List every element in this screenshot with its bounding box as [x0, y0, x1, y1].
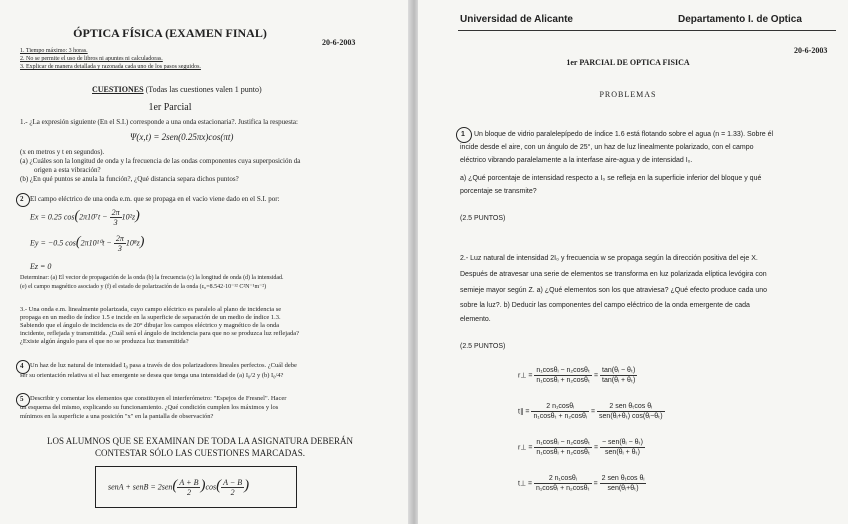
- fresnel-den-a: n₁cosθₜ + n₂cosθᵢ: [533, 413, 588, 420]
- instruction-3: 3. Explicar de manera detallada y razonada cada uno de los pasos seguidos.: [20, 64, 201, 70]
- ey-arg-b: 10⁸z: [125, 238, 140, 248]
- ex-label: Ex = 0.25 cos: [30, 212, 75, 222]
- p1-line-3: eléctrico vibrando paralelamente a la interfase aire-agua y de intensidad I₀.: [460, 157, 693, 164]
- parcial-subheader: 1er Parcial: [148, 102, 192, 113]
- p2-line-3: semieje mayor según Z. a) ¿Qué elementos son los que atraviesa? ¿Qué efecto produce cada uno: [460, 287, 768, 294]
- p1-line-1: Un bloque de vidrio paralelepípedo de índice 1.6 está flotando sobre el agua (n = 1.33). Sobre él: [474, 131, 774, 138]
- identity-a-den: 2: [186, 488, 191, 497]
- notice-line-1: LOS ALUMNOS QUE SE EXAMINAN DE TODA LA ASIGNATURA DEBERÁN: [47, 436, 353, 446]
- q1-formula: Ψ(x,t) = 2sen(0.25πx)cos(πt): [130, 132, 234, 142]
- fresnel-lhs: t∥ =: [518, 408, 530, 416]
- fresnel-num-a: 2 n₁cosθᵢ: [531, 402, 589, 412]
- left-page-title: ÓPTICA FÍSICA (EXAMEN FINAL): [73, 26, 267, 40]
- identity-b-den: 2: [230, 488, 235, 497]
- p1-line-2: incide desde el aire, con un ángulo de 25°, un haz de luz linealmente polarizado, con el campo: [460, 144, 754, 151]
- left-page-date: 20-6-2003: [322, 38, 356, 47]
- fresnel-op: =: [593, 444, 599, 452]
- header-rule: [458, 30, 836, 31]
- q3-line-4: incidente, reflejada y transmitida. ¿Cuál será el ángulo de incidencia para que no se produzca luz reflejada?: [20, 330, 300, 337]
- p2-line-5: elemento.: [460, 316, 491, 323]
- notice-line-2: CONTESTAR SÓLO LAS CUESTIONES MARCADAS.: [94, 448, 306, 458]
- q5-line-2: un esquema del mismo, explicando su funcionamiento. ¿Qué condición cumplen los máximos y los: [20, 404, 279, 411]
- ey-frac-den: 3: [117, 244, 122, 253]
- q1-text: 1.- ¿La expresión siguiente (En el S.I.) corresponde a una onda estacionaria?. Justifica la respuesta:: [20, 118, 298, 126]
- q5-line-3: mínimos en la superficie a una posición "x" en la pantalla de observación?: [20, 413, 214, 420]
- fresnel-op: =: [593, 480, 598, 488]
- section-note: (Todas las cuestiones valen 1 punto): [145, 85, 262, 94]
- fresnel-row-4: [518, 474, 646, 493]
- fresnel-lhs: r⊥ =: [518, 444, 533, 452]
- identity-lhs: senA + senB = 2sen: [108, 482, 173, 492]
- fresnel-row-2: [518, 402, 665, 421]
- fresnel-den-b: tan(θᵢ + θₜ): [602, 377, 636, 384]
- q1-note: (x en metros y t en segundos).: [20, 148, 105, 156]
- fresnel-op: =: [590, 408, 596, 416]
- p2-line-4: sobre la luz?. b) Deducir las componentes del campo eléctrico de la onda emergente de cada: [460, 302, 750, 309]
- q1-part-a-cont: origen a esta vibración?: [34, 166, 101, 174]
- q3-line-3: Sabiendo que el ángulo de incidencia es de 20° dibujar los campos eléctrico y magnético de la onda: [20, 322, 280, 329]
- fresnel-den-b: sen(θᵢ + θₜ): [605, 449, 640, 456]
- fresnel-num-b: − sen(θᵢ − θₜ): [602, 439, 643, 446]
- q3-line-1: 3.- Una onda e.m. linealmente polarizada, cuyo campo eléctrico es paralelo al plano de incidencia se: [20, 306, 282, 313]
- ey-frac-num: 2π: [115, 234, 124, 243]
- q2-determine-1: Determinar: (a) El vector de propagación de la onda (b) la frecuencia (c) la longitud de onda (d) la intensidad.: [20, 275, 284, 281]
- fresnel-lhs: r⊥ =: [518, 372, 533, 380]
- q5-number: 5: [20, 395, 24, 403]
- fresnel-row-1: [518, 366, 637, 385]
- fresnel-num-b: tan(θᵢ − θₜ): [602, 367, 636, 374]
- fresnel-op: =: [593, 372, 599, 380]
- ey-label: Ey = −0.5 cos: [30, 238, 76, 248]
- department-name: Departamento I. de Optica: [678, 14, 802, 25]
- q4-number: 4: [20, 362, 24, 370]
- ex-arg-b: 10²z: [121, 212, 136, 222]
- q5-line-1: Describir y comentar los elementos que constituyen el interferómetro: "Espejos de Fresnel". Hacer: [30, 395, 287, 402]
- university-name: Universidad de Alicante: [460, 14, 573, 25]
- fresnel-num-b: 2 sen θₜcos θᵢ: [601, 475, 645, 482]
- p1-line-5: porcentaje se transmite?: [460, 188, 537, 195]
- ex-arg-a: 2π10⁷t −: [79, 212, 110, 222]
- q1-part-b: (b) ¿En qué puntos se anula la función?, ¿Qué distancia separa dichos puntos?: [20, 175, 239, 183]
- ex-frac-den: 3: [113, 218, 118, 227]
- q2-ey-formula: Ey = −0.5 cos(2π10¹⁰t − $\frac{2\pi}{3}$ 10⁸z): [30, 234, 145, 253]
- instruction-2: 2. No se permite el uso de libros ni apuntes ni calculadoras.: [20, 56, 163, 62]
- p1-number: 1: [461, 131, 465, 138]
- q3-line-5: ¿Existe algún ángulo para el que no se produzca luz transmitida?: [20, 338, 189, 345]
- fresnel-lhs: t⊥ =: [518, 480, 533, 488]
- fresnel-den-a: n₁cosθᵢ + n₂cosθₜ: [536, 485, 590, 492]
- q2-text: El campo eléctrico de una onda e.m. que se propaga en el vacío viene dado en el S.I. por:: [30, 195, 280, 203]
- fresnel-num-a: n₁cosθᵢ − n₂cosθₜ: [536, 367, 591, 374]
- right-page: [418, 0, 848, 524]
- q2-number: 2: [20, 195, 24, 203]
- trig-identity: senA + senB = 2sen( $\frac{A + B}{2}$ )cos( $\frac{A - B}{2}$ ): [108, 477, 250, 497]
- q1-part-a: (a) ¿Cuáles son la longitud de onda y la frecuencia de las ondas componentes cuya superposición da: [20, 157, 301, 165]
- q3-line-2: propaga en un medio de índice 1.5 e incide en la superficie de separación de un medio de índice 1.3.: [20, 314, 281, 321]
- q4-line-2: ser su orientación relativa si el haz emergente se desea que tenga una intensidad de (a) I₀/2 y (b) I₀/4?: [20, 372, 284, 379]
- identity-a-num: A + B: [179, 478, 199, 487]
- p1-points: (2.5 PUNTOS): [460, 215, 506, 222]
- cuestiones-header: [92, 85, 262, 94]
- right-page-date: 20-6-2003: [794, 46, 828, 55]
- identity-b-num: A − B: [223, 478, 243, 487]
- ey-arg-a: 2π10¹⁰t −: [80, 238, 114, 248]
- q2-determine-2: (e) el campo magnético asociado y (f) el estado de polarización de la onda (ε₀=8.542·10⁻¹² C²N⁻¹m⁻²): [20, 284, 267, 290]
- fresnel-den-b: sen(θᵢ+θₜ): [607, 485, 639, 492]
- p2-line-1: 2.- Luz natural de intensidad 2I₀ y frecuencia w se propaga según la dirección positiva del eje X.: [460, 255, 758, 262]
- fresnel-den-a: n₁cosθᵢ + n₂cosθₜ: [536, 449, 591, 456]
- q4-line-1: Un haz de luz natural de intensidad I₀ pasa a través de dos polarizadores lineales perfectos. ¿Cuál debe: [30, 362, 297, 369]
- q2-ex-formula: Ex = 0.25 cos(2π10⁷t − $\frac{2\pi}{3}$ 10²z): [30, 208, 140, 227]
- fresnel-num-a: n₁cosθᵢ − n₂cosθₜ: [536, 439, 591, 446]
- section-header: CUESTIONES: [92, 85, 144, 94]
- identity-mid: cos: [205, 482, 217, 492]
- p1-line-4: a) ¿Qué porcentaje de intensidad respecto a I₀ se refleja en la superficie inferior del bloque y qué: [460, 175, 762, 182]
- fresnel-num-b: 2 sen θₜcos θᵢ: [597, 402, 665, 412]
- problems-header: PROBLEMAS: [599, 90, 657, 99]
- fresnel-den-a: n₁cosθᵢ + n₂cosθₜ: [536, 377, 591, 384]
- left-page: [0, 0, 410, 524]
- ex-frac-num: 2π: [111, 208, 120, 217]
- p2-points: (2.5 PUNTOS): [460, 343, 506, 350]
- p2-line-2: Después de atravesar una serie de elementos se transforma en luz polarizada elíptica levógira con: [460, 271, 767, 278]
- fresnel-row-3: [518, 438, 645, 457]
- fresnel-den-b: sen(θᵢ+θₜ) cos(θᵢ−θₜ): [599, 413, 663, 420]
- right-page-title: 1er PARCIAL DE OPTICA FISICA: [566, 58, 690, 67]
- fresnel-num-a: 2 n₁cosθᵢ: [534, 474, 592, 484]
- instruction-1: 1. Tiempo máximo: 3 horas.: [20, 48, 88, 54]
- q2-ez-formula: Ez = 0: [30, 262, 52, 271]
